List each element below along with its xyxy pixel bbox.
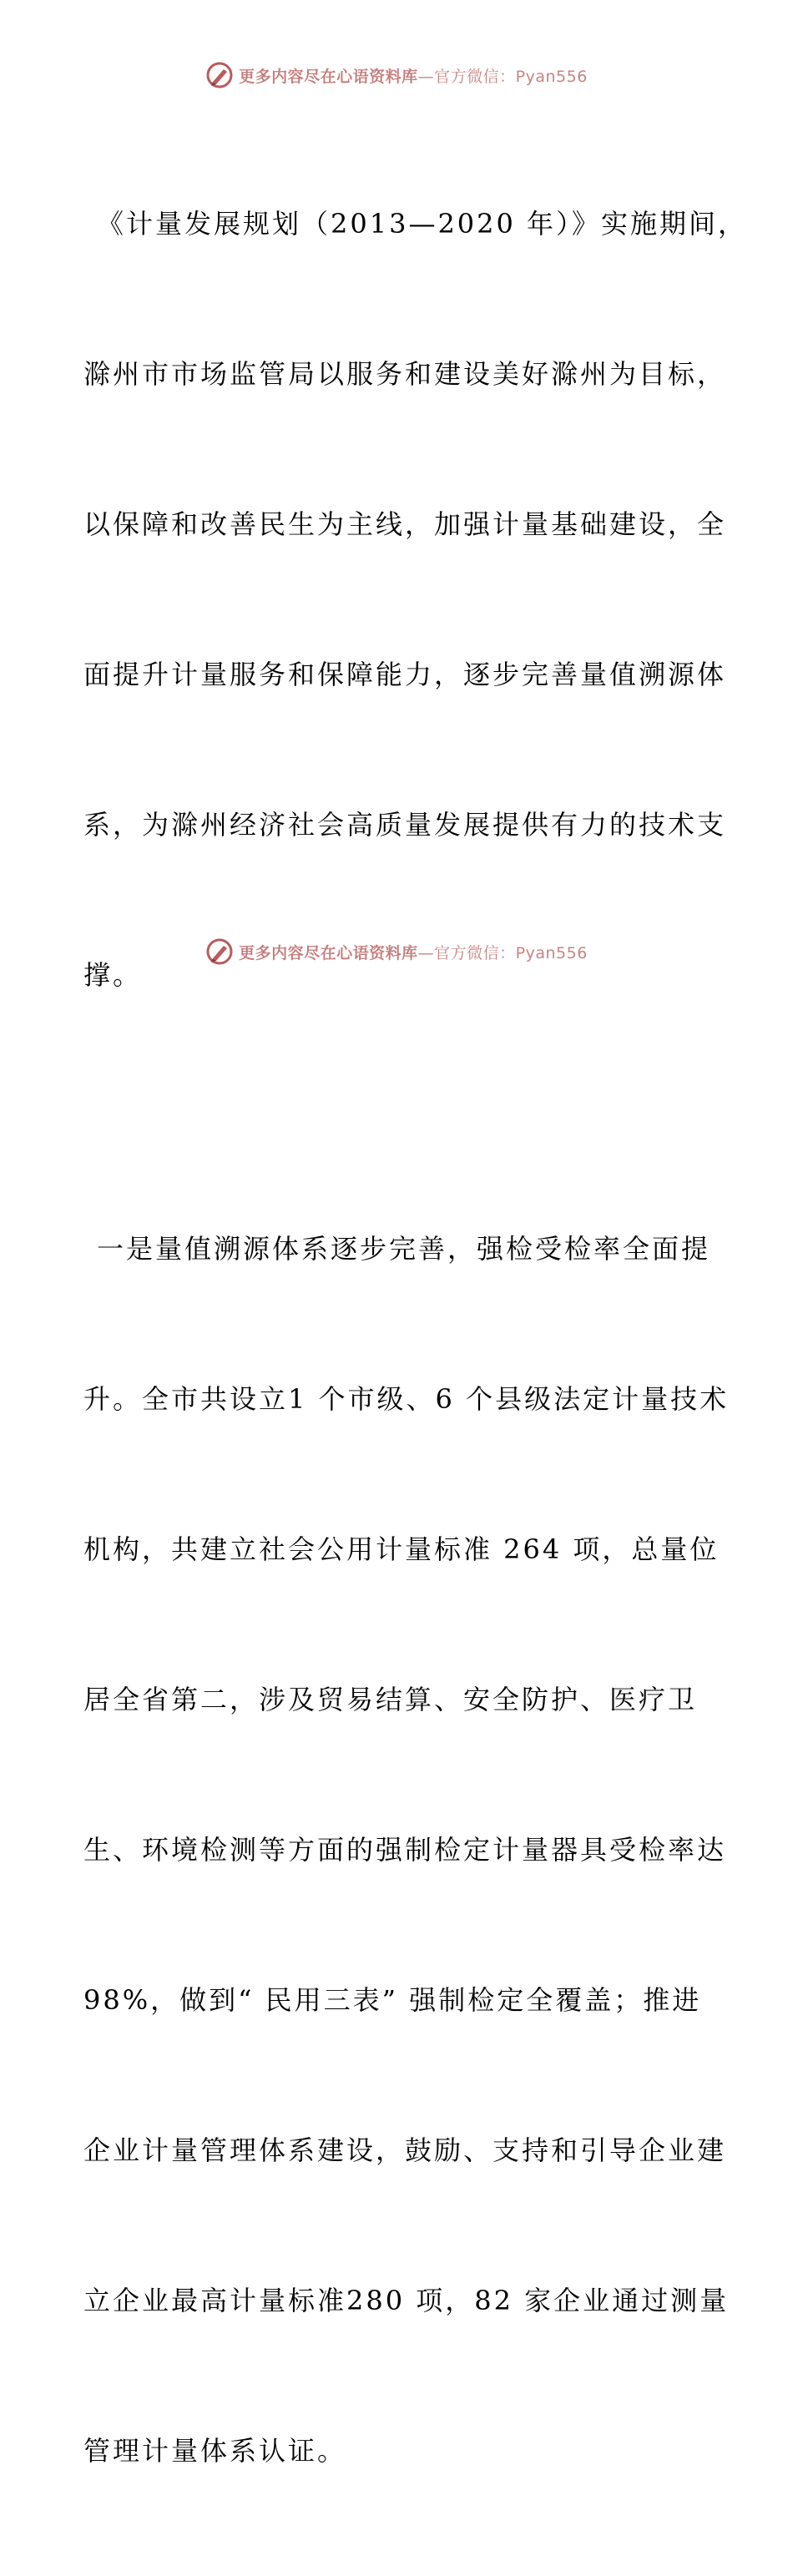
header-watermark: [0, 58, 793, 92]
footer-watermark: [0, 935, 793, 968]
pen-logo-icon: [205, 937, 234, 966]
watermark-brand: 更多内容尽在心语资料库: [239, 943, 418, 962]
text-line: 面提升计量服务和保障能力，逐步完善量值溯源体: [83, 659, 727, 690]
text-line: 98%，做到“ 民用三表” 强制检定全覆盖；推进: [83, 1984, 702, 2016]
text-line: 机构，共建立社会公用计量标准 264 项，总量位: [83, 1533, 720, 1565]
text-line: 居全省第二，涉及贸易结算、安全防护、医疗卫: [83, 1684, 698, 1715]
text-line: 以保障和改善民生为主线，加强计量基础建设，全: [83, 508, 727, 540]
text-line: 生、环境检测等方面的强制检定计量器具受检率达: [83, 1834, 727, 1866]
document-body: [83, 98, 748, 2576]
text-line: 《计量发展规划（2013—2020 年）》实施期间，: [97, 208, 748, 240]
text-line: 企业计量管理体系建设，鼓励、支持和引导企业建: [83, 2134, 727, 2166]
watermark-text: [239, 941, 588, 963]
text-line: 撑。: [83, 959, 143, 991]
text-line: 滁州市市场监管局以服务和建设美好滁州为目标，: [83, 358, 727, 390]
text-line: 升。全市共设立1 个市级、6 个县级法定计量技术: [83, 1383, 730, 1415]
text-line: 立企业最高计量标准280 项，82 家企业通过测量: [83, 2285, 730, 2316]
text-line: 系，为滁州经济社会高质量发展提供有力的技术支: [83, 809, 727, 841]
paragraph-point-one: [83, 1124, 730, 2576]
watermark-text: [239, 64, 588, 87]
pen-logo-icon: [205, 61, 234, 89]
watermark-separator: —: [417, 943, 435, 962]
watermark-brand: 更多内容尽在心语资料库: [239, 67, 418, 86]
watermark-contact: 官方微信：Pyan556: [434, 67, 588, 86]
watermark-contact: 官方微信：Pyan556: [434, 943, 588, 962]
text-line: 管理计量体系认证。: [83, 2435, 347, 2467]
text-line: 一是量值溯源体系逐步完善，强检受检率全面提: [97, 1233, 711, 1265]
watermark-separator: —: [417, 67, 435, 86]
